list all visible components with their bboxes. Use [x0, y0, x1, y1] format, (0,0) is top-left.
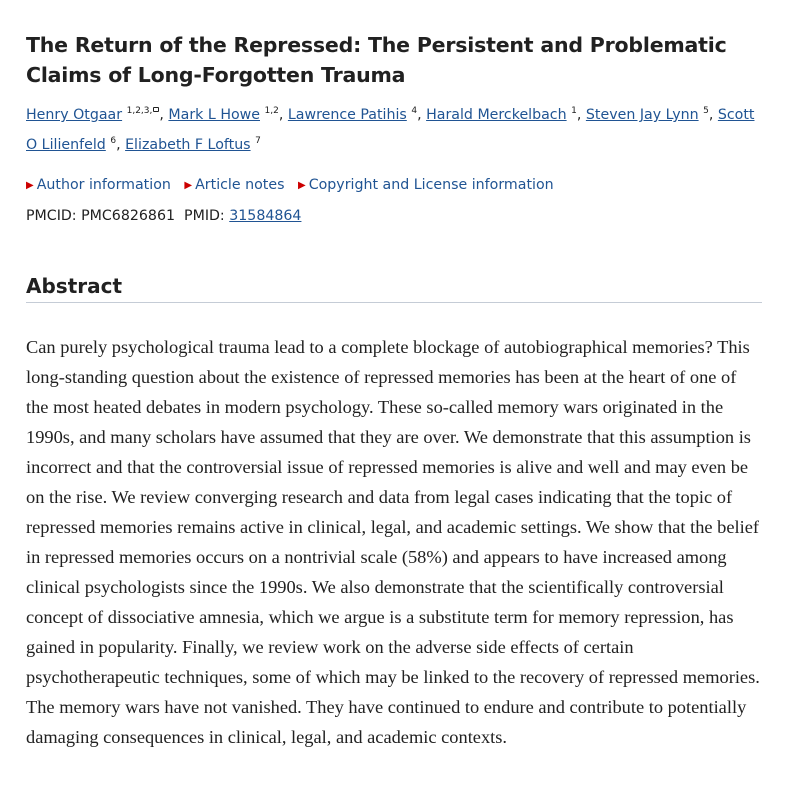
pmid-link[interactable]: 31584864 [229, 208, 302, 224]
triangle-right-icon: ▶ [298, 180, 306, 191]
author-separator: , [417, 107, 422, 123]
author-separator: , [576, 107, 582, 123]
author-affiliation-sup: 4 [411, 106, 418, 116]
author-information-label: Author information [36, 177, 171, 193]
author-link-lilienfeld[interactable]: Scott O Lilienfeld [26, 107, 755, 153]
author-affiliation-sup: 5 [703, 106, 709, 116]
author-link-howe[interactable]: Mark L Howe [168, 107, 260, 123]
article-notes-toggle[interactable] [184, 177, 284, 193]
author-link-merckelbach[interactable]: Harald Merckelbach [426, 107, 567, 123]
copyright-license-label: Copyright and License information [308, 177, 554, 193]
pmid-label: PMID: [184, 208, 225, 224]
author-affiliation-sup: 1,2,3, [126, 106, 153, 116]
copyright-license-toggle[interactable] [298, 177, 554, 193]
article-identifiers [26, 205, 762, 227]
article-info-links [26, 174, 762, 197]
abstract-heading: Abstract [26, 272, 762, 303]
author-link-loftus[interactable]: Elizabeth F Loftus [125, 137, 251, 153]
author-affiliation-sup: 7 [255, 136, 261, 146]
article-notes-label: Article notes [195, 177, 285, 193]
author-link-patihis[interactable]: Lawrence Patihis [287, 107, 407, 123]
author-separator: , [278, 107, 284, 123]
author-list [26, 100, 762, 160]
author-separator: , [116, 137, 121, 153]
author-separator: , [159, 107, 164, 123]
abstract-text: Can purely psychological trauma lead to a complete blockage of autobiographical memories? This long-standing question about the existence of repressed memories has been at the heart of one of the most heated debates in modern psychology. These so-called memory wars originated in the 1990s, and many scholars have assumed that they are over. We demonstrate that this assumption is incorrect and that the controversial issue of repressed memories is alive and well and may even be on the rise. We review converging research and data from legal cases indicating that the topic of repressed memories remains active in clinical, legal, and academic settings. We show that the belief in repressed memories occurs on a nontrivial scale (58%) and appears to have increased among clinical psychologists since the 1990s. We also demonstrate that the scientifically controversial concept of dissociative amnesia, which we argue is a substitute term for memory repression, has gained in popularity. Finally, we review work on the adverse side effects of certain psychotherapeutic techniques, some of which may be linked to the recovery of repressed memories. The memory wars have not vanished. They have continued to endure and contribute to potentially damaging consequences in clinical, legal, and academic contexts. [26, 337, 760, 747]
triangle-right-icon: ▶ [184, 180, 193, 191]
article-page [26, 0, 762, 770]
author-link-otgaar[interactable]: Henry Otgaar [26, 107, 123, 123]
author-separator: , [708, 107, 714, 123]
envelope-icon[interactable] [153, 107, 159, 112]
author-affiliation-sup: 1,2 [264, 106, 279, 116]
author-information-toggle[interactable] [26, 177, 171, 193]
pmcid-value: PMC6826861 [81, 208, 175, 224]
author-link-lynn[interactable]: Steven Jay Lynn [585, 107, 699, 123]
article-title: The Return of the Repressed: The Persistent and Problematic Claims of Long-Forgotten Trauma [26, 33, 727, 87]
author-affiliation-sup: 1 [571, 106, 577, 116]
author-affiliation-sup: 6 [110, 136, 117, 146]
pmcid-label: PMCID: [26, 208, 77, 224]
triangle-right-icon: ▶ [26, 180, 34, 191]
